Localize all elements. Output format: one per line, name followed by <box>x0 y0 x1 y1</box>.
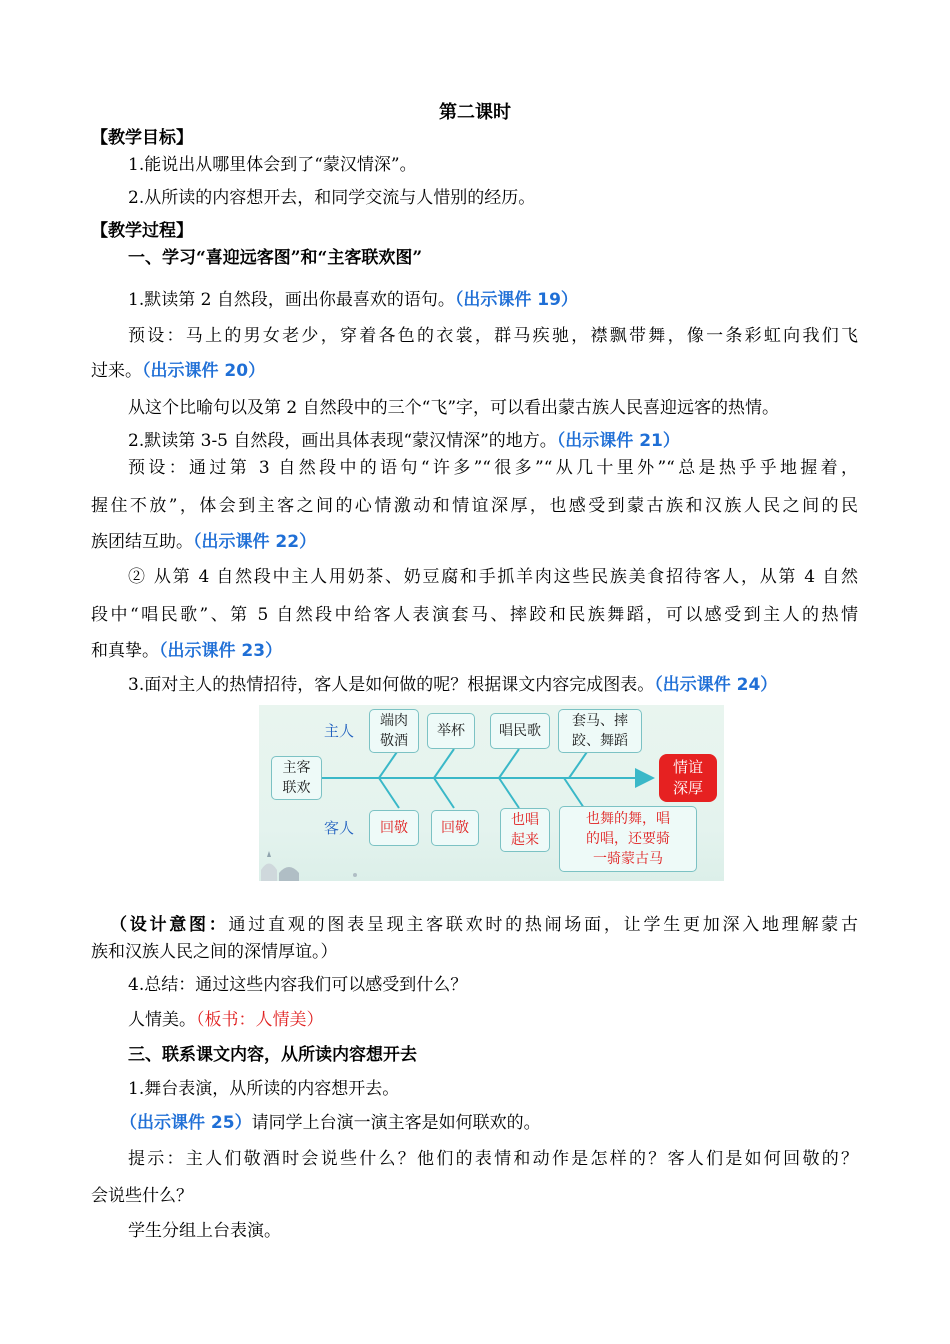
item-3-text: 3.面对主人的热情招待，客人是如何做的呢？根据课文内容完成图表。 <box>128 675 655 695</box>
preset-1-line-1: 预设：马上的男女老少，穿着各色的衣裳，群马疾驰，襟飘带舞，像一条彩虹向我们飞 <box>128 326 858 346</box>
preset-1-ref: （出示课件 20） <box>142 361 266 381</box>
intent-line-2: 族和汉族人民之间的深情厚谊。） <box>91 942 338 962</box>
guest-label: 客人 <box>324 819 355 837</box>
start-box: 主客 联欢 <box>271 756 322 800</box>
section-process-heading: 【教学过程】 <box>91 221 193 241</box>
intent-text: 通过直观的图表呈现主客联欢时的热闹场面，让学生更加深入地理解蒙古 <box>228 915 859 935</box>
host-item-4: 套马、摔 跤、舞蹈 <box>558 709 642 753</box>
preset-2-line-1: 预设：通过第 3 自然段中的语句“许多”“很多”“从几十里外”“总是热乎乎地握着， <box>128 458 858 478</box>
preset-1-text: 过来。 <box>91 361 142 381</box>
guest-item-1: 回敬 <box>369 810 419 846</box>
host-label: 主人 <box>324 722 355 740</box>
answer-4-board: （板书：人情美） <box>196 1010 324 1030</box>
fishbone-diagram <box>259 705 724 881</box>
item-1-text: 1.默读第 2 自然段，画出你最喜欢的语句。 <box>128 290 455 310</box>
guest-item-2: 回敬 <box>431 810 479 846</box>
part-3-heading: 三、联系课文内容，从所读内容想开去 <box>128 1045 417 1065</box>
preset-1-line-2 <box>91 359 265 383</box>
item-1 <box>128 288 578 312</box>
preset-2-line-2: 握住不放”，体会到主客之间的心情激动和情谊深厚，也感受到蒙古族和汉族人民之间的民 <box>91 496 858 516</box>
item-2-ref: （出示课件 21） <box>556 431 680 451</box>
goal-2: 2.从所读的内容想开去，和同学交流与人惜别的经历。 <box>128 188 536 208</box>
item-1-ref: （出示课件 19） <box>454 290 578 310</box>
point-2-text: 和真挚。 <box>91 641 159 661</box>
host-item-3: 唱民歌 <box>490 713 550 749</box>
guest-item-3: 也唱 起来 <box>500 808 550 852</box>
answer-4 <box>128 1008 324 1032</box>
item-2 <box>128 429 680 453</box>
end-box: 情谊 深厚 <box>659 754 717 802</box>
item-3-1-ref: （出示课件 25） <box>120 1113 252 1133</box>
point-2-line-3 <box>91 639 282 663</box>
guest-item-4: 也舞的舞，唱 的唱，还要骑 一骑蒙古马 <box>559 806 697 872</box>
item-3 <box>128 673 777 697</box>
goal-1: 1.能说出从哪里体会到了“蒙汉情深”。 <box>128 155 417 175</box>
part-1-heading: 一、学习“喜迎远客图”和“主客联欢图” <box>128 248 423 268</box>
point-2-line-1: ② 从第 4 自然段中主人用奶茶、奶豆腐和手抓羊肉这些民族美食招待客人，从第 4 自然 <box>128 567 858 587</box>
intent-line-1 <box>110 913 858 937</box>
item-3-1-cont <box>120 1111 541 1135</box>
point-2-ref: （出示课件 23） <box>159 641 283 661</box>
intent-prefix: （设计意图： <box>110 915 229 935</box>
tip-line-1: 提示：主人们敬酒时会说些什么？他们的表情和动作是怎样的？客人们是如何回敬的？ <box>128 1149 858 1169</box>
preset-2-line-3 <box>91 530 316 554</box>
item-3-ref: （出示课件 24） <box>654 675 778 695</box>
tip-line-2: 会说些什么？ <box>91 1186 193 1206</box>
item-3-1: 1.舞台表演，从所读的内容想开去。 <box>128 1079 400 1099</box>
analysis-1: 从这个比喻句以及第 2 自然段中的三个“飞”字，可以看出蒙古族人民喜迎远客的热情。 <box>128 398 780 418</box>
page-title: 第二课时 <box>439 102 511 123</box>
section-goals-heading: 【教学目标】 <box>91 128 193 148</box>
answer-4-text: 人情美。 <box>128 1010 196 1030</box>
closing-line: 学生分组上台表演。 <box>128 1221 281 1241</box>
host-item-1: 端肉 敬酒 <box>369 709 419 753</box>
item-4: 4.总结：通过这些内容我们可以感受到什么？ <box>128 975 468 995</box>
item-3-1-rest: 请同学上台演一演主客是如何联欢的。 <box>251 1113 541 1133</box>
host-item-2: 举杯 <box>427 713 475 749</box>
point-2-line-2: 段中“唱民歌”、第 5 自然段中给客人表演套马、摔跤和民族舞蹈，可以感受到主人的热情 <box>91 605 858 625</box>
item-2-text: 2.默读第 3-5 自然段，画出具体表现“蒙汉情深”的地方。 <box>128 431 557 451</box>
preset-2-ref: （出示课件 22） <box>193 532 317 552</box>
preset-2-text: 族团结互助。 <box>91 532 193 552</box>
